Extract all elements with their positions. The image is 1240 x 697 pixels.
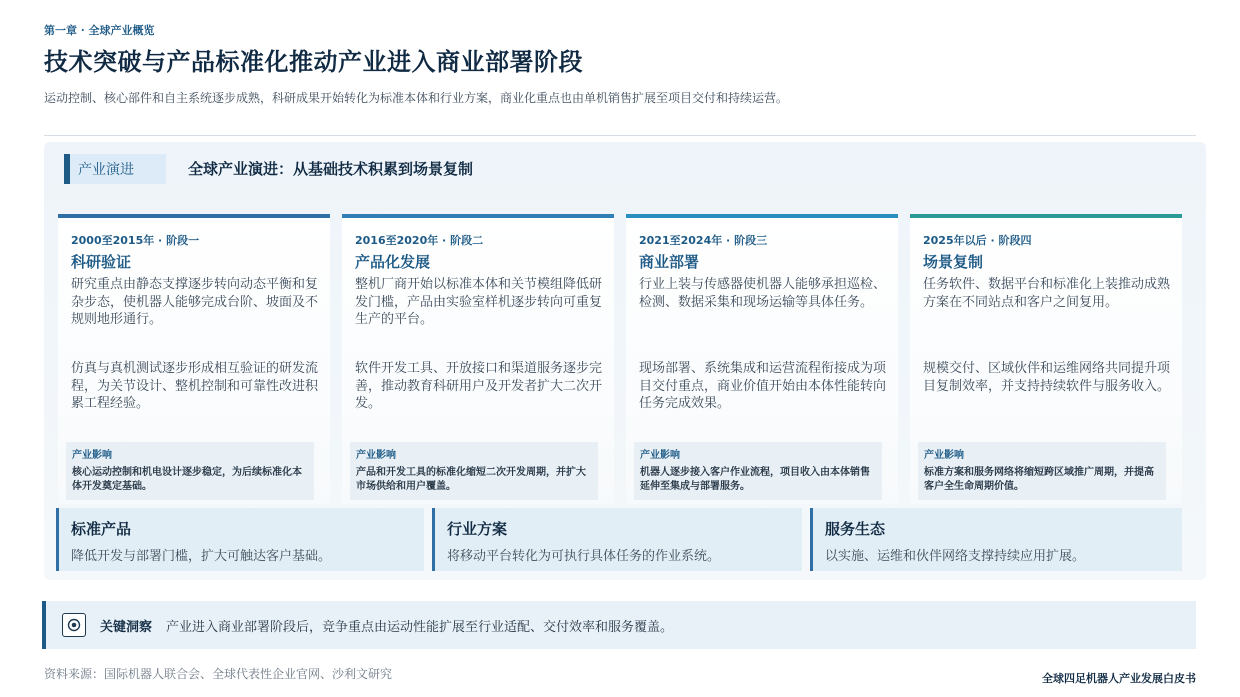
chapter-label: 第一章 · 全球产业概览 bbox=[44, 24, 155, 37]
page-title: 技术突破与产品标准化推动产业进入商业部署阶段 bbox=[44, 47, 583, 76]
page-subtitle: 运动控制、核心部件和自主系统逐步成熟，科研成果开始转化为标准本体和行业方案，商业化重点也由单机销售扩展至项目交付和持续运营。 bbox=[44, 91, 789, 105]
stage-description: 整机厂商开始以标准本体和关节模组降低研发门槛，产品由实验室样机逐步转向可重复生产的平台。 bbox=[355, 277, 603, 327]
stage-card-1 bbox=[58, 214, 330, 504]
stage-title: 商业部署 bbox=[639, 253, 700, 271]
stage-title: 产品化发展 bbox=[355, 253, 431, 271]
impact-label: 产业影响 bbox=[640, 450, 680, 461]
stage-description: 任务软件、数据平台和标准化上装推动成熟方案在不同站点和客户之间复用。 bbox=[923, 277, 1171, 310]
stage-description-secondary: 规模交付、区域伙伴和运维网络共同提升项目复制效率，并支持持续软件与服务收入。 bbox=[923, 361, 1171, 394]
impact-label: 产业影响 bbox=[356, 450, 396, 461]
stage-description-secondary: 软件开发工具、开放接口和渠道服务逐步完善，推动教育科研用户及开发者扩大二次开发。 bbox=[355, 361, 603, 411]
impact-box bbox=[634, 442, 882, 500]
summary-title: 行业方案 bbox=[447, 520, 508, 538]
key-insight-bar bbox=[42, 601, 1196, 649]
summary-title: 服务生态 bbox=[825, 520, 886, 538]
impact-text: 机器人逐步接入客户作业流程，项目收入由本体销售延伸至集成与部署服务。 bbox=[640, 467, 870, 492]
impact-label: 产业影响 bbox=[924, 450, 964, 461]
impact-box bbox=[918, 442, 1166, 500]
stage-period: 2000至2015年 · 阶段一 bbox=[71, 234, 200, 247]
summary-standard-product bbox=[56, 508, 424, 571]
stage-period: 2021至2024年 · 阶段三 bbox=[639, 234, 768, 247]
footer-book-title: 全球四足机器人产业发展白皮书 bbox=[1042, 672, 1196, 685]
header-divider bbox=[44, 135, 1196, 136]
impact-text: 核心运动控制和机电设计逐步稳定，为后续标准化本体开发奠定基础。 bbox=[72, 467, 302, 492]
stage-description-secondary: 现场部署、系统集成和运营流程衔接成为项目交付重点，商业价值开始由本体性能转向任务完成效果。 bbox=[639, 361, 887, 411]
stage-card-4 bbox=[910, 214, 1182, 504]
panel-heading: 全球产业演进：从基础技术积累到场景复制 bbox=[188, 160, 474, 178]
target-icon bbox=[62, 613, 86, 637]
impact-text: 标准方案和服务网络将缩短跨区域推广周期，并提高客户全生命周期价值。 bbox=[924, 467, 1154, 492]
summary-title: 标准产品 bbox=[71, 520, 132, 538]
stage-title: 场景复制 bbox=[923, 253, 984, 271]
impact-box bbox=[66, 442, 314, 500]
summary-text: 降低开发与部署门槛，扩大可触达客户基础。 bbox=[71, 549, 332, 564]
impact-box bbox=[350, 442, 598, 500]
impact-text: 产品和开发工具的标准化缩短二次开发周期，并扩大市场供给和用户覆盖。 bbox=[356, 467, 586, 492]
summary-service-ecosystem bbox=[810, 508, 1182, 571]
source-note: 资料来源：国际机器人联合会、全球代表性企业官网、沙利文研究 bbox=[44, 667, 393, 681]
stage-title: 科研验证 bbox=[71, 253, 132, 271]
summary-text: 将移动平台转化为可执行具体任务的作业系统。 bbox=[447, 549, 721, 564]
stage-card-2 bbox=[342, 214, 614, 504]
insight-text: 产业进入商业部署阶段后，竞争重点由运动性能扩展至行业适配、交付效率和服务覆盖。 bbox=[166, 619, 674, 635]
stage-description-secondary: 仿真与真机测试逐步形成相互验证的研发流程，为关节设计、整机控制和可靠性改进积累工程经验。 bbox=[71, 361, 319, 411]
stage-description: 研究重点由静态支撑逐步转向动态平衡和复杂步态，使机器人能够完成台阶、坡面及不规则地形通行。 bbox=[71, 277, 319, 327]
stage-period: 2025年以后 · 阶段四 bbox=[923, 234, 1032, 247]
summary-text: 以实施、运维和伙伴网络支撑持续应用扩展。 bbox=[825, 549, 1086, 564]
section-tag: 产业演进 bbox=[64, 154, 166, 184]
summary-industry-solution bbox=[432, 508, 802, 571]
stage-card-3 bbox=[626, 214, 898, 504]
impact-label: 产业影响 bbox=[72, 450, 112, 461]
stage-period: 2016至2020年 · 阶段二 bbox=[355, 234, 484, 247]
stage-description: 行业上装与传感器使机器人能够承担巡检、检测、数据采集和现场运输等具体任务。 bbox=[639, 277, 887, 310]
insight-label: 关键洞察 bbox=[100, 619, 153, 635]
